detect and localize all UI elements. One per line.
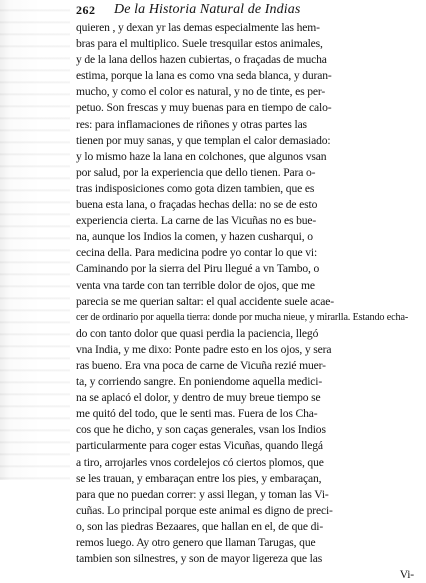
text-line: ta, y corriendo sangre. En poniendome aquella medici- <box>76 375 323 389</box>
text-line: me quitó del todo, que le senti mas. Fuera de los Cha- <box>76 407 318 421</box>
text-line: estima, porque la lana es como vna seda blanca, y duran- <box>76 69 332 83</box>
text-line: Vi- <box>399 568 414 582</box>
show-through-margin <box>0 0 70 480</box>
text-line: ras bueno. Era vna poca de carne de Vicuña rezié muer- <box>76 358 326 372</box>
text-line: mucho, y como el color es natural, y no de tinte, es per- <box>76 85 326 99</box>
text-line <box>76 310 414 326</box>
text-line: buena esta lana, o fraçadas hechas della: no se de esto <box>76 198 318 212</box>
text-line: venta vna tarde con tan terrible dolor de ojos, que me <box>76 278 315 292</box>
text-line: vna India, y me dixo: Ponte padre esto en los ojos, y sera <box>76 342 332 356</box>
text-line: tras indisposiciones como gota dizen tambien, que es <box>76 181 315 195</box>
text-line: tienen por muy sanas, y que templan el calor demasiado: <box>76 133 331 147</box>
text-line: y de la lana dellos hazen cubiertas, o fraçadas de mucha <box>76 53 327 67</box>
text-line: cecina della. Para medicina podre yo contar lo que vi: <box>76 246 318 260</box>
text-line: res: para inflamaciones de riñones y otras partes las <box>76 117 307 131</box>
text-line: quieren , y dexan yr las demas especialmente las hem- <box>76 21 320 34</box>
text-line: cuñas. Lo principal porque este animal es digno de preci- <box>76 503 333 517</box>
text-line: se les trauan, y embaraçan entre los pies, y embaraçan, <box>76 471 322 485</box>
text-line: na, aunque los Indios la comen, y hazen cusharqui, o <box>76 230 313 244</box>
text-line: Caminando por la sierra del Piru llegué a vn Tambo, o <box>76 262 320 276</box>
text-line: petuo. Son frescas y muy buenas para en tiempo de calo- <box>76 101 332 115</box>
body-text <box>76 20 414 583</box>
text-line: na se aplacó el dolor, y dentro de muy breue tiempo se <box>76 391 321 405</box>
running-title: De la Historia Natural de Indias <box>114 2 301 17</box>
text-line: o, son las piedras Bezaares, que hallan en el, de que di- <box>76 519 324 533</box>
text-line: cos que he dicho, y son caças generales, vsan los Indios <box>76 423 326 437</box>
text-line: y lo mismo haze la lana en colchones, que algunos vsan <box>76 149 327 163</box>
page-number: 262 <box>76 3 96 17</box>
text-line: parecia se me querian saltar: el qual accidente suele acae- <box>76 294 334 308</box>
text-line: do con tanto dolor que quasi perdia la paciencia, llegó <box>76 326 319 340</box>
text-line: tambien son silnestres, y son de mayor ligereza que las <box>76 552 323 566</box>
line-fragment: lla. Estando echa- <box>338 311 409 323</box>
text-line: para que no puedan correr: y assi llegan, y toman las Vi- <box>76 487 329 501</box>
line-fragment: cer de ordinario por aquella tierra: donde por mucha nieue, y mirar <box>76 311 339 323</box>
text-line: bras para el multiplico. Suele tresquilar estos animales, <box>76 37 323 51</box>
text-line: remos luego. Ay otro genero que llaman Tarugas, que <box>76 536 316 549</box>
text-line: a tiro, arrojarles vnos cordelejos có ciertos plomos, que <box>76 455 324 469</box>
text-line: por salud, por la experiencia que dello tienen. Para o- <box>76 165 316 179</box>
text-line: particularmente para coger estas Vicuñas, quando llegá <box>76 439 323 453</box>
text-line: experiencia cierta. La carne de las Vicuñas no es bue- <box>76 214 317 228</box>
